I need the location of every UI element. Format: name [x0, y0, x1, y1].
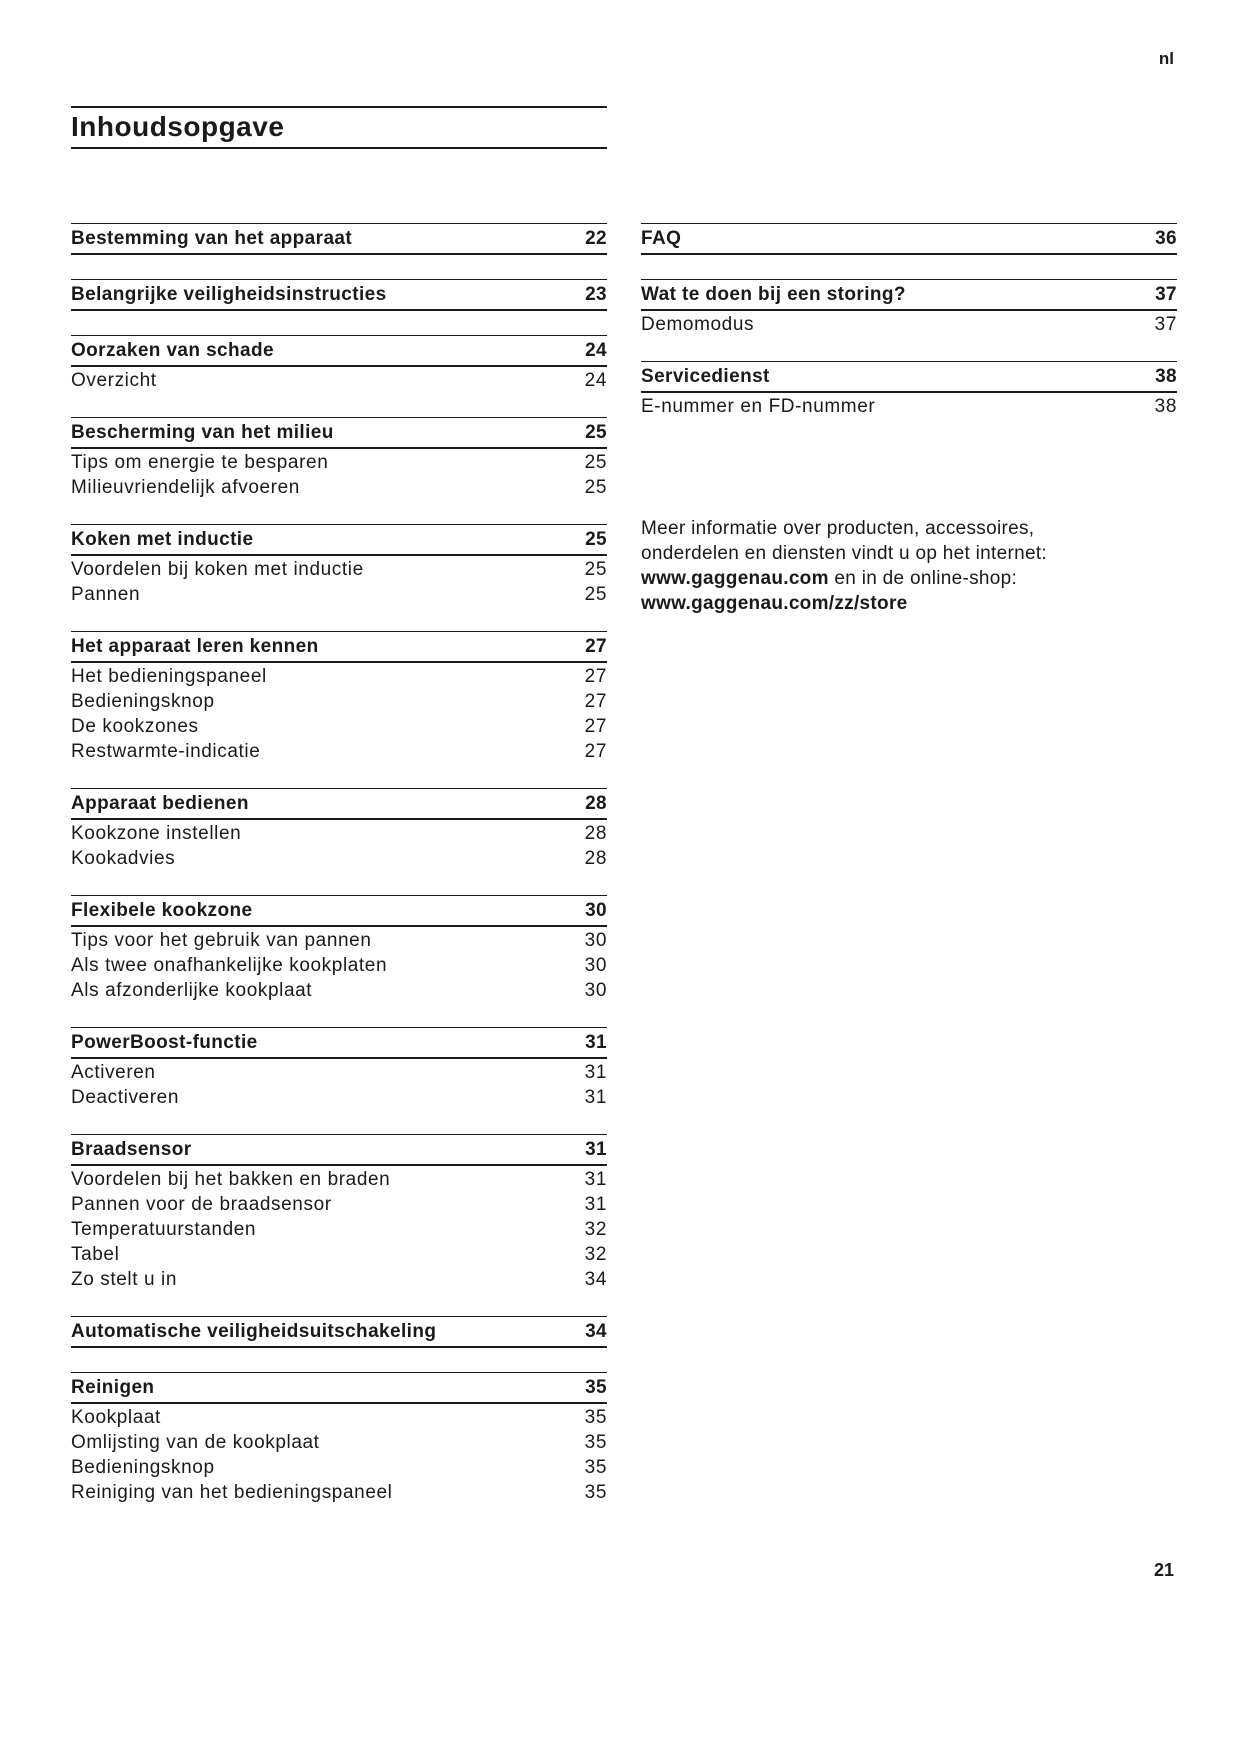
- toc-subitem-label: Bedieningsknop: [71, 1457, 215, 1478]
- toc-subitem[interactable]: [71, 739, 607, 764]
- toc-section-page: 37: [1155, 283, 1177, 305]
- toc-subitem-label: Tips om energie te besparen: [71, 452, 329, 473]
- toc-subitem[interactable]: [71, 475, 607, 500]
- toc-subitems: [71, 1404, 607, 1505]
- toc-section-heading[interactable]: [71, 524, 607, 556]
- toc-section-page: 34: [585, 1320, 607, 1342]
- toc-subitem-label: Het bedieningspaneel: [71, 666, 267, 687]
- toc-subitem-page: 31: [584, 1194, 607, 1215]
- toc-subitem[interactable]: [71, 1455, 607, 1480]
- toc-section-page: 31: [585, 1138, 607, 1160]
- page-number: 21: [1153, 1560, 1174, 1580]
- toc-section-title: FAQ: [641, 227, 682, 249]
- toc-subitem-label: Milieuvriendelijk afvoeren: [71, 477, 300, 498]
- toc-section-title: Wat te doen bij een storing?: [641, 283, 906, 305]
- toc-section: [71, 417, 607, 500]
- toc-subitems: [641, 311, 1177, 337]
- toc-subitem[interactable]: [71, 1405, 607, 1430]
- toc-section-heading[interactable]: [71, 1316, 607, 1348]
- toc-subitem-label: Tips voor het gebruik van pannen: [71, 930, 372, 951]
- toc-subitem-page: 34: [584, 1269, 607, 1290]
- toc-subitem[interactable]: [641, 312, 1177, 337]
- toc-section-page: 24: [585, 339, 607, 361]
- toc-section: [641, 279, 1177, 337]
- toc-subitems: [641, 393, 1177, 419]
- toc-subitem-label: Als twee onafhankelijke kookplaten: [71, 955, 388, 976]
- info-line-2: onderdelen en diensten vindt u op het internet:: [641, 543, 1048, 564]
- toc-section: [71, 335, 607, 393]
- toc-section-heading[interactable]: [71, 417, 607, 449]
- toc-left-column: [71, 223, 607, 1529]
- info-paragraph: [641, 516, 1177, 616]
- toc-subitem-label: Pannen voor de braadsensor: [71, 1194, 332, 1215]
- toc-section-page: 27: [585, 635, 607, 657]
- toc-section-title: Belangrijke veiligheidsinstructies: [71, 283, 387, 305]
- toc-subitem-label: Reiniging van het bedieningspaneel: [71, 1482, 393, 1503]
- info-line-4: [641, 591, 1177, 616]
- toc-section: [71, 279, 607, 311]
- toc-subitem-label: Als afzonderlijke kookplaat: [71, 980, 313, 1001]
- toc-section-page: 25: [585, 528, 607, 550]
- toc-section-title: Oorzaken van schade: [71, 339, 274, 361]
- toc-subitem-label: Voordelen bij het bakken en braden: [71, 1169, 391, 1190]
- toc-subitem-page: 31: [584, 1062, 607, 1083]
- toc-subitem-page: 27: [584, 716, 607, 737]
- toc-section-page: 31: [585, 1031, 607, 1053]
- toc-section-title: Servicedienst: [641, 365, 770, 387]
- toc-subitem-page: 28: [584, 823, 607, 844]
- toc-subitem-label: De kookzones: [71, 716, 199, 737]
- toc-section: [71, 1372, 607, 1505]
- toc-section-heading[interactable]: [71, 895, 607, 927]
- toc-section: [71, 524, 607, 607]
- info-mid-text: en in de online-shop:: [828, 568, 1018, 589]
- toc-section-page: 28: [585, 792, 607, 814]
- toc-section-title: Koken met inductie: [71, 528, 254, 550]
- toc-section-title: Het apparaat leren kennen: [71, 635, 319, 657]
- language-tag: nl: [1158, 49, 1174, 68]
- toc-section-title: PowerBoost-functie: [71, 1031, 258, 1053]
- toc-section-heading[interactable]: [641, 279, 1177, 311]
- toc-subitem[interactable]: [71, 582, 607, 607]
- toc-subitem-label: Kookadvies: [71, 848, 176, 869]
- toc-section-page: 38: [1155, 365, 1177, 387]
- toc-section-title: Automatische veiligheidsuitschakeling: [71, 1320, 437, 1342]
- toc-section-title: Reinigen: [71, 1376, 155, 1398]
- toc-subitem[interactable]: [71, 1167, 607, 1192]
- toc-subitem-label: Restwarmte-indicatie: [71, 741, 261, 762]
- toc-subitems: [71, 1059, 607, 1110]
- toc-section-heading[interactable]: [641, 361, 1177, 393]
- toc-subitem[interactable]: [641, 394, 1177, 419]
- toc-section: [641, 223, 1177, 255]
- toc-section-heading[interactable]: [71, 1027, 607, 1059]
- toc-section-heading[interactable]: [71, 788, 607, 820]
- toc-subitem-page: 31: [584, 1087, 607, 1108]
- toc-subitem-label: Pannen: [71, 584, 141, 605]
- toc-subitems: [71, 449, 607, 500]
- toc-subitem-label: Omlijsting van de kookplaat: [71, 1432, 320, 1453]
- toc-section-page: 36: [1155, 227, 1177, 249]
- toc-section-heading[interactable]: [71, 1134, 607, 1166]
- toc-subitem[interactable]: [71, 689, 607, 714]
- toc-subitem[interactable]: [71, 978, 607, 1003]
- toc-section: [71, 1027, 607, 1110]
- toc-subitem[interactable]: [71, 1060, 607, 1085]
- toc-subitems: [71, 367, 607, 393]
- toc-subitem-page: 27: [584, 741, 607, 762]
- toc-subitem[interactable]: [71, 1217, 607, 1242]
- toc-subitem[interactable]: [71, 928, 607, 953]
- website-link[interactable]: www.gaggenau.com: [641, 568, 829, 589]
- toc-subitem-label: Overzicht: [71, 370, 157, 391]
- info-line-3: [641, 566, 1177, 591]
- toc-section: [71, 1134, 607, 1292]
- toc-subitem[interactable]: [71, 714, 607, 739]
- toc-subitem-page: 24: [584, 370, 607, 391]
- toc-subitem-page: 37: [1154, 314, 1177, 335]
- toc-subitem[interactable]: [71, 1242, 607, 1267]
- toc-section-title: Flexibele kookzone: [71, 899, 253, 921]
- toc-subitem-page: 25: [584, 452, 607, 473]
- toc-section-title: Bestemming van het apparaat: [71, 227, 353, 249]
- toc-subitem[interactable]: [71, 1267, 607, 1292]
- toc-subitem-page: 32: [584, 1219, 607, 1240]
- toc-section-heading[interactable]: [71, 1372, 607, 1404]
- toc-section-page: 23: [585, 283, 607, 305]
- toc-subitem-label: Temperatuurstanden: [71, 1219, 257, 1240]
- toc-subitem[interactable]: [71, 953, 607, 978]
- toc-subitem-page: 25: [584, 559, 607, 580]
- toc-section-heading[interactable]: [71, 279, 607, 311]
- toc-subitem[interactable]: [71, 1480, 607, 1505]
- toc-subitem-label: Kookplaat: [71, 1407, 161, 1428]
- toc-subitem-page: 31: [584, 1169, 607, 1190]
- toc-section-page: 22: [585, 227, 607, 249]
- toc-section-page: 25: [585, 421, 607, 443]
- toc-subitems: [71, 663, 607, 764]
- toc-subitem[interactable]: [71, 1085, 607, 1110]
- toc-section-heading[interactable]: [71, 631, 607, 663]
- toc-subitem-page: 30: [584, 930, 607, 951]
- toc-subitem-page: 35: [584, 1407, 607, 1428]
- toc-subitem[interactable]: [71, 1430, 607, 1455]
- toc-section-title: Bescherming van het milieu: [71, 421, 334, 443]
- toc-subitem-page: 32: [584, 1244, 607, 1265]
- toc-section-heading[interactable]: [71, 335, 607, 367]
- toc-section: [71, 895, 607, 1003]
- toc-subitems: [71, 820, 607, 871]
- toc-section-title: Braadsensor: [71, 1138, 192, 1160]
- toc-subitem-label: Activeren: [71, 1062, 156, 1083]
- toc-section: [71, 1316, 607, 1348]
- toc-section-title: Apparaat bedienen: [71, 792, 249, 814]
- toc-subitem-page: 35: [584, 1432, 607, 1453]
- toc-section: [641, 361, 1177, 419]
- toc-section: [71, 788, 607, 871]
- toc-subitem-label: Zo stelt u in: [71, 1269, 178, 1290]
- title-block: [71, 106, 607, 149]
- toc-right-column: [641, 223, 1177, 443]
- toc-subitem-page: 35: [584, 1482, 607, 1503]
- toc-subitem-page: 35: [584, 1457, 607, 1478]
- toc-subitem[interactable]: [71, 450, 607, 475]
- toc-subitem-label: Demomodus: [641, 314, 755, 335]
- toc-section-page: 30: [585, 899, 607, 921]
- toc-subitems: [71, 556, 607, 607]
- toc-subitem-label: Bedieningsknop: [71, 691, 215, 712]
- page-title: Inhoudsopgave: [71, 111, 285, 142]
- toc-subitem-page: 27: [584, 691, 607, 712]
- toc-section-heading[interactable]: [641, 223, 1177, 255]
- toc-subitem[interactable]: [71, 846, 607, 871]
- toc-subitem[interactable]: [71, 368, 607, 393]
- toc-subitem[interactable]: [71, 821, 607, 846]
- toc-subitem-page: 30: [584, 980, 607, 1001]
- toc-subitem[interactable]: [71, 1192, 607, 1217]
- toc-subitem-label: E-nummer en FD-nummer: [641, 396, 876, 417]
- toc-section-heading[interactable]: [71, 223, 607, 255]
- toc-subitem-page: 25: [584, 584, 607, 605]
- toc-subitems: [71, 927, 607, 1003]
- toc-subitem-page: 27: [584, 666, 607, 687]
- toc-section-page: 35: [585, 1376, 607, 1398]
- toc-subitems: [71, 1166, 607, 1292]
- toc-section: [71, 631, 607, 764]
- toc-subitem-label: Deactiveren: [71, 1087, 179, 1108]
- toc-subitem-page: 28: [584, 848, 607, 869]
- toc-subitem[interactable]: [71, 664, 607, 689]
- toc-subitem-page: 38: [1154, 396, 1177, 417]
- toc-subitem-page: 30: [584, 955, 607, 976]
- toc-subitem-label: Voordelen bij koken met inductie: [71, 559, 364, 580]
- toc-subitem-label: Tabel: [71, 1244, 120, 1265]
- store-link[interactable]: www.gaggenau.com/zz/store: [641, 593, 908, 614]
- info-line-1: Meer informatie over producten, accessoires,: [641, 518, 1035, 539]
- toc-subitem[interactable]: [71, 557, 607, 582]
- toc-subitem-label: Kookzone instellen: [71, 823, 242, 844]
- toc-section: [71, 223, 607, 255]
- toc-subitem-page: 25: [584, 477, 607, 498]
